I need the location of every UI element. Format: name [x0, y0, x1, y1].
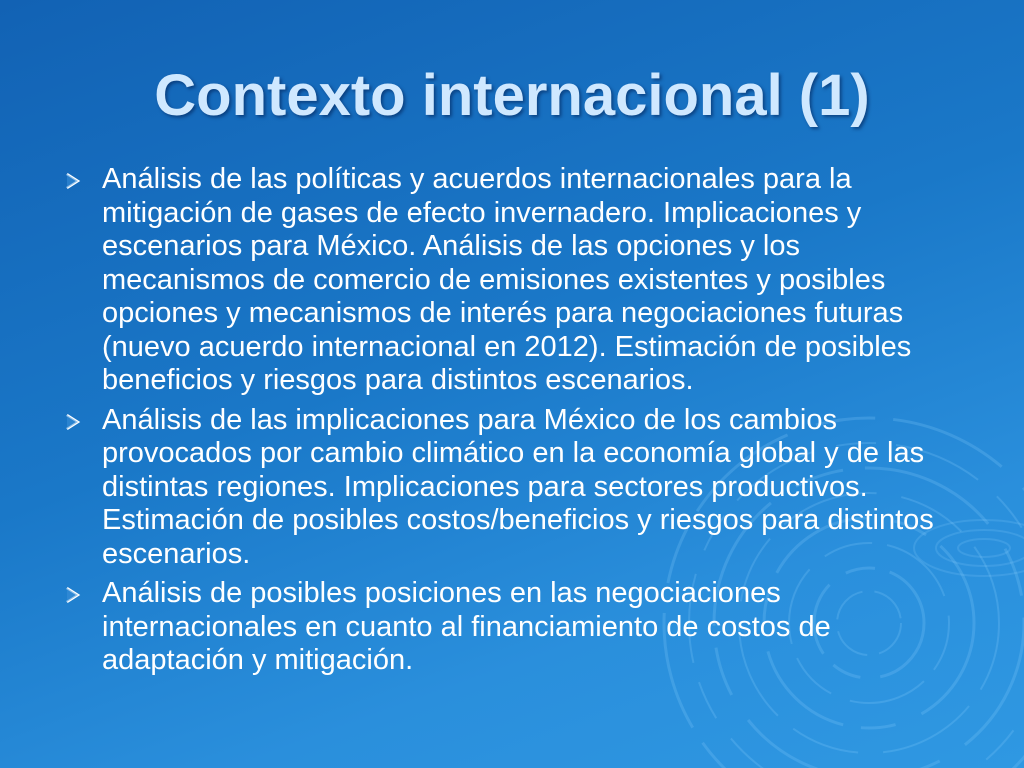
bullet-text: Análisis de las implicaciones para México de los cambios provocados por cambio climático en la economía global y de las distintas regiones. Implicaciones para sectores productivos. Estimación de posibles costos/beneficios y riesgos para distintos escenarios. [102, 403, 934, 570]
chevron-right-icon [64, 413, 82, 431]
chevron-right-icon [64, 172, 82, 190]
bullet-item [58, 577, 968, 678]
bullet-list [58, 163, 968, 684]
bullet-item [58, 163, 968, 398]
slide-title: Contexto internacional (1) [154, 63, 870, 128]
bullet-item [58, 404, 968, 572]
chevron-right-icon [64, 586, 82, 604]
bullet-text: Análisis de posibles posiciones en las negociaciones internacionales en cuanto al financiamiento de costos de adaptación y mitigación. [102, 577, 831, 676]
bullet-text: Análisis de las políticas y acuerdos internacionales para la mitigación de gases de efecto invernadero. Implicaciones y escenarios para México. Análisis de las opciones y los mecanismos de comercio de emisiones existentes y posibles opciones y mecanismos de interés para negociaciones futuras (nuevo acuerdo internacional en 2012). Estimación de posibles beneficios y riesgos para distintos escenarios. [102, 163, 912, 396]
